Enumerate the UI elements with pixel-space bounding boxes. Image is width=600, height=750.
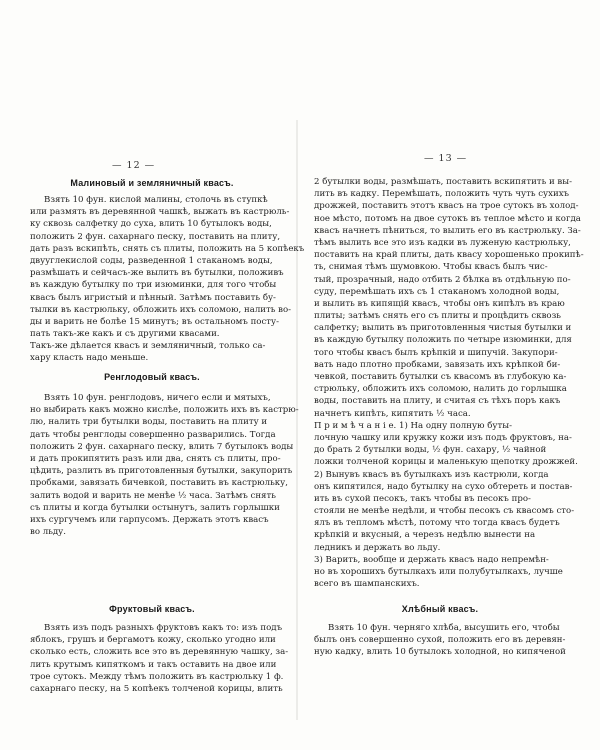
text-line: положить 2 фун. сахарнаго песку, поставить на плиту, <box>30 231 281 242</box>
section-text <box>30 194 304 365</box>
text-line: залить водой и варить не менѣе ½ часа. Затѣмъ снять <box>30 490 276 501</box>
text-line: салфетку; вылить въ приготовленныя чистыя бутылки и <box>314 323 572 334</box>
text-line: цѣдить, разлить въ приготовленныя бутылки, закупорить <box>30 466 293 477</box>
text-line: всего въ шампанскихъ. <box>314 579 420 590</box>
text-line: лочную чашку или кружку кожи изъ подъ фруктовъ, на- <box>314 432 572 443</box>
text-line: Взять 10 фун. черняго хлѣба, высушить его, чтобы <box>328 623 560 633</box>
text-line: сколько есть, сложить все это въ деревянную чашку, за- <box>30 647 289 658</box>
text-line: квасъ начнетъ пѣниться, то вылить его въ кастрюльку. За- <box>314 225 581 236</box>
text-line: того чтобы квасъ былъ крѣпкій и шипучій. Закупори- <box>314 347 558 358</box>
text-line: начнетъ кипѣть, кипятить ½ часа. <box>314 408 471 419</box>
text-line: ложки толченой корицы и маленькую щепотку дрожжей. <box>314 457 578 468</box>
text-line: ить въ сухой песокъ, такъ чтобы въ песокъ про- <box>314 493 531 504</box>
text-line: пать такъ-же какъ и съ другими квасами. <box>30 329 220 340</box>
section-text <box>30 392 299 538</box>
section-title: Хлѣбный квасъ. <box>401 604 479 614</box>
text-line: положить 2 фун. сахарнаго песку, влить 7 бутылокъ воды <box>30 441 294 452</box>
text-line: дать чтобы ренглоды совершенно разварились. Тогда <box>30 429 276 440</box>
text-line: но выбирать какъ можно кислѣе, положить ихъ въ кастрю- <box>30 405 299 416</box>
right-page <box>300 0 590 750</box>
text-line: трое сутокъ. Между тѣмъ положить въ кастрюльку 1 ф. <box>30 671 284 682</box>
text-line: въ каждую бутылку положить по четыре изюминки, для <box>314 335 572 346</box>
text-line: пробками, завязать бичевкой, поставить въ кастрюльку, <box>30 478 288 489</box>
text-line: въ каждую бутылку по три изюминки, для того чтобы <box>30 280 277 291</box>
section-title: Ренглодовый квасъ. <box>104 372 200 382</box>
text-line: чевкой, поставить бутылки съ квасомъ въ глубокую ка- <box>314 372 567 382</box>
text-line: былъ онъ совершенно сухой, положить его въ деревян- <box>314 635 566 646</box>
text-line: до брать 2 бутылки воды, ½ фун. сахару, ½ чайной <box>314 445 547 456</box>
text-line: воды, поставить на плиту, и считая съ тѣхъ поръ какъ <box>314 396 561 407</box>
text-line: ихъ сургучемъ или гарпусомъ. Держать этотъ квасъ <box>30 514 269 525</box>
text-line: Такъ-же дѣлается квасъ и земляничный, только са- <box>30 341 266 352</box>
text-line: суду, перемѣшать ихъ съ 1 стаканомъ холодной воды, <box>314 286 560 297</box>
text-line: П р и м ѣ ч а н i е. 1) На одну полную буты- <box>314 420 512 431</box>
text-line: Взять 10 фун. кислой малины, столочь въ ступкѣ <box>44 195 268 205</box>
text-line: ды и варить не болѣе 15 минутъ; въ остальномъ посту- <box>30 316 279 327</box>
text-line: лить въ кадку. Перемѣшать, положить чуть чуть сухихъ <box>314 189 570 200</box>
text-line: и дать прокипятить разъ или два, снять съ плиты, про- <box>30 453 281 464</box>
text-line: дать разъ вскипѣть, снять съ плиты, положить на 5 копѣекъ <box>30 243 305 254</box>
text-line: но въ хорошихъ бутылкахъ или полубутылкахъ, лучше <box>314 567 563 577</box>
text-line: размѣшать и сейчасъ-же вылить въ бутылки, положивъ <box>30 268 284 279</box>
text-line: сахарнаго песку, на 5 копѣекъ толченой корицы, влить <box>30 683 283 694</box>
text-line: квасъ былъ игристый и пѣнный. Затѣмъ поставить бу- <box>30 292 276 303</box>
text-line: тылки въ кастрюльку, обложить ихъ соломою, налить во- <box>30 304 292 315</box>
text-line: или размять въ деревянной чашкѣ, выжать въ кастрюль- <box>30 207 290 218</box>
text-line: во льду. <box>30 527 66 538</box>
text-line: 2) Вынувъ квасъ въ бутылкахъ изъ кастрюли, когда <box>314 469 549 480</box>
section-text <box>30 622 288 695</box>
section-title: Малиновый и земляничный квасъ. <box>70 178 234 188</box>
text-line: стояли не менѣе недѣли, и чтобы песокъ съ квасомъ сто- <box>314 506 575 517</box>
text-line: 3) Варить, вообще и держать квасъ надо непремѣн- <box>314 554 549 565</box>
text-line: плиты; затѣмъ снять его съ плиты и процѣдить сквозь <box>314 311 561 322</box>
page-number: — 12 — <box>112 160 156 171</box>
text-line: хару класть надо меньше. <box>30 353 149 364</box>
text-line: Взять 10 фун. ренглодовъ, ничего если и мятыхъ, <box>44 393 271 403</box>
text-line: двууглекислой соды, разведенной 1 стаканомъ воды, <box>30 255 273 266</box>
text-line: онъ кипятился, надо бутылку на сухо обтереть и постав- <box>314 481 573 492</box>
section-title: Фруктовый квасъ. <box>109 604 195 614</box>
text-line: ное мѣсто, потомъ на двое сутокъ въ теплое мѣсто и когда <box>314 213 581 224</box>
text-line: съ плиты и когда бутылки остынутъ, залить горлышки <box>30 502 280 513</box>
text-line: ную кадку, влить 10 бутылокъ холодной, но кипяченой <box>314 647 566 658</box>
text-line: ть, снимая тѣмъ шумовкою. Чтобы квасъ былъ чис- <box>314 262 548 273</box>
text-line: тѣмъ вылить все это изъ кадки въ луженую кастрюльку, <box>314 237 571 248</box>
text-line: стрюльку, обложить ихъ соломою, налить до горлышка <box>314 384 567 395</box>
text-line: ялъ въ тепломъ мѣстѣ, потому что тогда квасъ будетъ <box>314 518 560 529</box>
text-line: Взять изъ подъ разныхъ фруктовъ какъ то: изъ подъ <box>44 623 283 633</box>
text-line: дрожжей, поставить этотъ квасъ на трое сутокъ въ холод- <box>314 201 579 212</box>
text-line: ку сквозь салфетку до суха, влить 10 бутылокъ воды, <box>30 219 272 230</box>
text-line: ледникъ и держать во льду. <box>314 542 441 553</box>
text-line: яблокъ, грушъ и бергамотъ кожу, сколько угодно или <box>30 635 276 646</box>
text-line: крѣпкій и вкусный, а черезъ недѣлю вынести на <box>314 530 536 541</box>
text-line: лить крутымъ кипяткомъ и такъ оставить на двое или <box>30 659 277 670</box>
section-text <box>314 176 584 590</box>
text-line: тый, прозрачный, надо отбить 2 бѣлка въ отдѣльную по- <box>314 274 571 285</box>
text-line: и вылить въ кипящій квасъ, чтобы онъ кипѣлъ въ краю <box>314 298 565 309</box>
page-number: — 13 — <box>424 153 468 164</box>
text-line: лю, налить три бутылки воды, поставить на плиту и <box>30 417 268 428</box>
text-line: 2 бутылки воды, размѣшать, поставить вскипятить и вы- <box>314 177 573 187</box>
text-line: вать надо плотно пробками, завязать ихъ крѣпкой би- <box>314 359 561 370</box>
text-line: поставить на край плиты, дать квасу хорошенько прокипѣ- <box>314 250 584 261</box>
section-text <box>314 622 566 659</box>
